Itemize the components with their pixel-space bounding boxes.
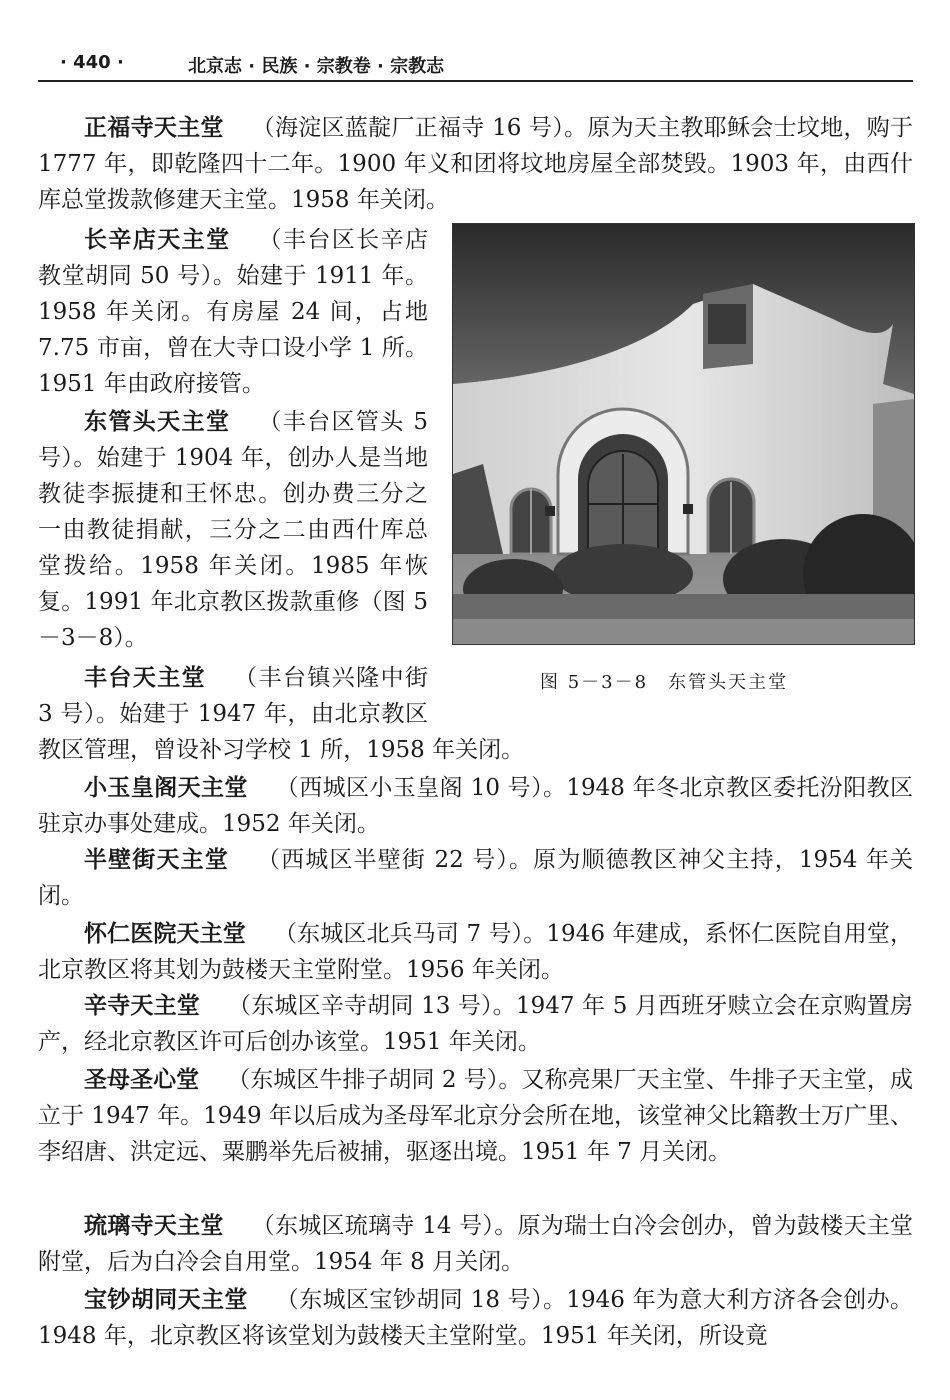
book-title: 北京志 · 民族 · 宗教卷 · 宗教志	[188, 56, 445, 77]
entry-name: 宝钞胡同天主堂	[84, 1287, 248, 1313]
entry-text: （海淀区蓝靛厂正福寺 16 号）。原为天主教耶稣会士坟地，购于 1777 年，即乾隆四十二年。1900 年义和团将坟地房屋全部焚毁。1903 年，由西什库总堂拨款修建天主堂。1958 年关闭。	[38, 115, 914, 213]
entry-text: （东城区琉璃寺 14 号）。原为瑞士白冷会创办，曾为鼓楼天主堂附堂，后为白冷会自用堂。1954 年 8 月关闭。	[38, 1213, 914, 1275]
entry-name: 东管头天主堂	[84, 409, 231, 435]
entry-text: （东城区北兵马司 7 号）。1946 年建成，系怀仁医院自用堂，北京教区将其划为鼓楼天主堂附堂。1956 年关闭。	[38, 921, 913, 983]
entry-name: 长辛店天主堂	[84, 227, 231, 253]
entry-name: 正福寺天主堂	[84, 115, 224, 141]
figure-caption: 图 5－3－8 东管头天主堂	[540, 672, 789, 693]
entry-name: 小玉皇阁天主堂	[84, 775, 248, 801]
entry-name: 琉璃寺天主堂	[84, 1213, 224, 1239]
entry-text: （东城区辛寺胡同 13 号）。1947 年 5 月西班牙赎立会在京购置房产，经北京教区许可后创办该堂。1951 年关闭。	[38, 993, 914, 1055]
entry-name: 半壁街天主堂	[84, 847, 229, 873]
entry-changxindian	[38, 222, 428, 402]
church-illustration	[453, 224, 914, 644]
entry-fengtai-continued: 教区管理，曾设补习学校 1 所，1958 年关闭。	[38, 737, 525, 763]
entry-text: （东城区宝钞胡同 18 号）。1946 年为意大利方济各会创办。1948 年，北京教区将该堂划为鼓楼天主堂附堂。1951 年关闭，所设竟	[38, 1287, 914, 1349]
entry-xiaoyuhuangge	[38, 770, 913, 842]
entry-baochao-hutong	[38, 1282, 913, 1354]
entry-text: （东城区牛排子胡同 2 号）。又称亮果厂天主堂、牛排子天主堂，成立于 1947 年。1949 年以后成为圣母军北京分会所在地，该堂神父比籍教士万广里、李绍唐、洪定远、粟鹏举先后被捕，驱逐出境。1951 年 7 月关闭。	[38, 1067, 914, 1165]
entry-text: （西城区小玉皇阁 10 号）。1948 年冬北京教区委托汾阳教区驻京办事处建成。1952 年关闭。	[38, 775, 914, 837]
entry-text: （丰台区长辛店教堂胡同 50 号）。始建于 1911 年。1958 年关闭。有房屋 24 间，占地 7.75 市亩，曾在大寺口设小学 1 所。1951 年由政府接管。	[38, 227, 429, 397]
entry-dongguantou	[38, 404, 428, 656]
church-photo	[452, 223, 915, 645]
entry-fengtai	[38, 660, 428, 732]
entry-text: （丰台镇兴隆中街 3 号）。始建于 1947 年，由北京教区	[38, 665, 428, 727]
page-number: · 440 ·	[60, 52, 124, 73]
entry-name: 圣母圣心堂	[84, 1067, 200, 1093]
entry-xinsi	[38, 988, 913, 1060]
entry-name: 辛寺天主堂	[84, 993, 200, 1019]
header-rule	[38, 80, 913, 82]
entry-banbijie	[38, 842, 913, 914]
entry-zhengfusi	[38, 110, 913, 218]
entry-huairen-hospital	[38, 916, 913, 988]
entry-liulisi	[38, 1208, 913, 1280]
entry-text: （丰台区管头 5 号）。始建于 1904 年，创办人是当地教徒李振捷和王怀忠。创办费三分之一由教徒捐献，三分之二由西什库总堂拨给。1958 年关闭。1985 年恢复。1991 年北京教区拨款重修（图 5－3－8）。	[38, 409, 429, 651]
entry-text: （西城区半壁街 22 号）。原为顺德教区神父主持，1954 年关闭。	[38, 847, 914, 909]
entry-name: 丰台天主堂	[84, 665, 207, 691]
running-header	[38, 50, 913, 82]
entry-name: 怀仁医院天主堂	[84, 921, 246, 947]
entry-shengmu-shengxin	[38, 1062, 913, 1170]
